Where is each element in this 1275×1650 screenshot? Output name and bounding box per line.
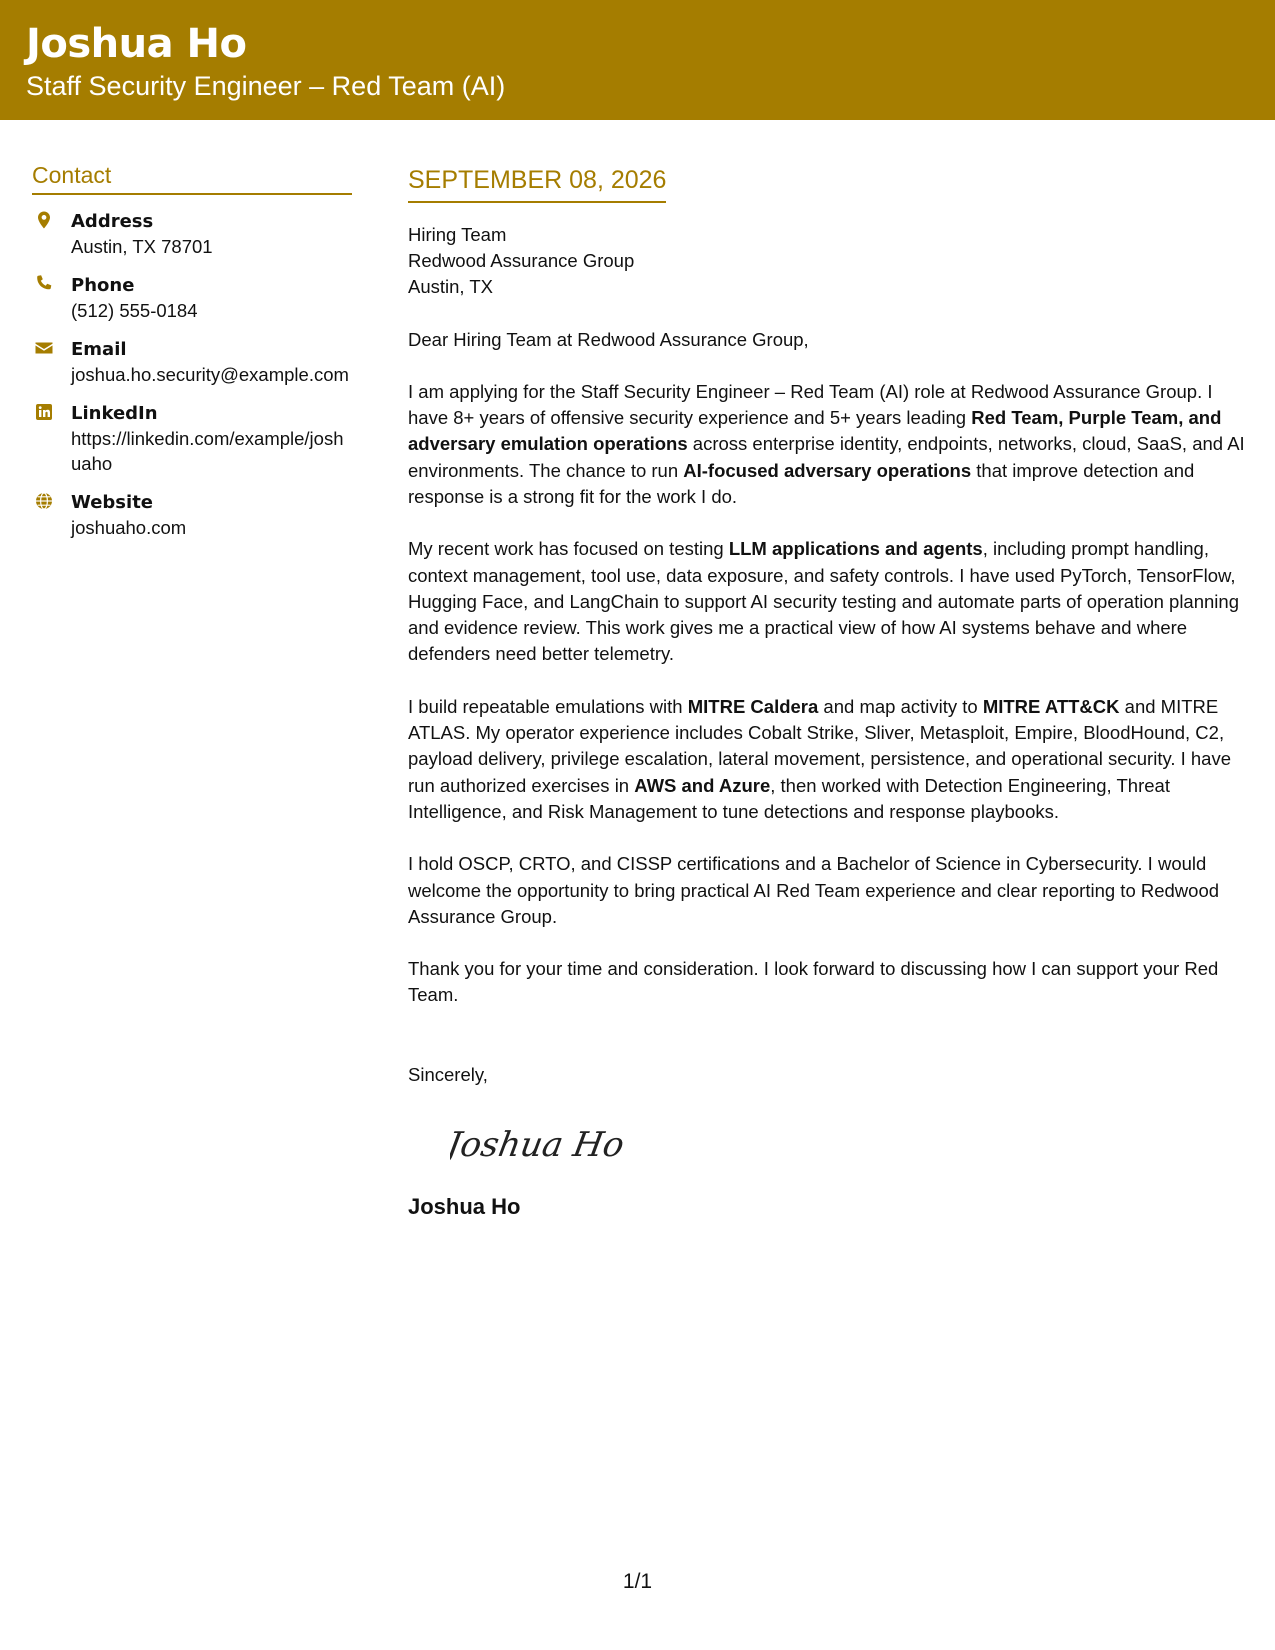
phone-value[interactable]: (512) 555-0184 [71, 300, 198, 321]
recipient-line: Austin, TX [408, 275, 494, 297]
letter-paragraph [408, 536, 1248, 667]
paragraph-text: , then worked with Detection Engineering, Threat Intelligence, and Risk Management to tune detections and response playbooks. [408, 774, 1170, 822]
emphasis-text: Red Team, Purple Team, and adversary emulation operations [408, 407, 1222, 455]
website-link[interactable]: joshuaho.com [71, 517, 187, 538]
contact-label: Address [71, 211, 154, 232]
emphasis-text: AI-focused adversary operations [683, 459, 972, 481]
paragraph-text: and map activity to [818, 695, 983, 717]
handwritten-signature [450, 1118, 1248, 1170]
contact-item-address [32, 209, 352, 259]
paragraph-text: Thank you for your time and consideration. I look forward to discussing how I can support your Red Team. [408, 958, 1219, 1006]
letter-date: SEPTEMBER 08, 2026 [408, 164, 666, 203]
emphasis-text: MITRE Caldera [687, 695, 819, 717]
phone-icon [34, 274, 54, 294]
emphasis-text: AWS and Azure [634, 774, 771, 796]
salutation: Dear Hiring Team at Redwood Assurance Group, [408, 328, 809, 350]
applicant-role: Staff Security Engineer – Red Team (AI) [26, 71, 506, 101]
paragraph-text: I hold OSCP, CRTO, and CISSP certifications and a Bachelor of Science in Cybersecurity. I would welcome the opportunity to bring practical AI Red Team experience and clear reporting to Redwood Assurance Group. [408, 853, 1220, 927]
applicant-name: Joshua Ho [26, 21, 247, 67]
envelope-icon [34, 338, 54, 358]
paragraph-text: I build repeatable emulations with [408, 695, 688, 717]
recipient-line: Redwood Assurance Group [408, 249, 635, 271]
header-banner [0, 0, 1275, 120]
email-link[interactable]: joshua.ho.security@example.com [71, 364, 349, 385]
page-number: 1/1 [622, 1570, 653, 1593]
contact-item-phone [32, 273, 352, 323]
signer-name: Joshua Ho [408, 1194, 521, 1220]
recipient-line: Hiring Team [408, 223, 507, 245]
paragraph-text: that improve detection and response is a strong fit for the work I do. [408, 459, 1195, 507]
contact-sidebar [32, 162, 352, 554]
contact-label: Phone [71, 275, 135, 296]
letter-paragraph [408, 694, 1248, 825]
paragraph-text: My recent work has focused on testing [408, 538, 729, 560]
address-value: Austin, TX 78701 [71, 236, 213, 257]
contact-item-email [32, 337, 352, 387]
paragraph-text: across enterprise identity, endpoints, networks, cloud, SaaS, and AI environments. The chance to run [408, 433, 1245, 481]
letter-paragraph [408, 956, 1248, 1009]
contact-item-website [32, 490, 352, 540]
map-pin-icon [34, 210, 54, 230]
paragraph-text: and MITRE ATLAS. My operator experience includes Cobalt Strike, Sliver, Metasploit, Empire, BloodHound, C2, payload delivery, privilege escalation, lateral movement, persistence, and operational security. I have run authorized exercises in [408, 695, 1232, 796]
contact-label: Email [71, 339, 127, 360]
paragraph-text: , including prompt handling, context management, tool use, data exposure, and safety controls. I have used PyTorch, TensorFlow, Hugging Face, and LangChain to support AI security testing and automate parts of operation planning and evidence review. This work gives me a practical view of how AI systems behave and where defenders need better telemetry. [408, 538, 1239, 665]
letter-body [408, 164, 1248, 1220]
emphasis-text: MITRE ATT&CK [982, 695, 1120, 717]
globe-icon [34, 491, 54, 511]
contact-label: Website [71, 492, 154, 513]
letter-paragraph [408, 851, 1248, 930]
closing: Sincerely, [408, 1063, 488, 1085]
letter-paragraph [408, 379, 1248, 510]
signature-text: Joshua Ho [450, 1125, 628, 1165]
contact-heading: Contact [32, 162, 352, 195]
emphasis-text: LLM applications and agents [728, 538, 983, 560]
linkedin-icon [34, 402, 54, 422]
contact-label: LinkedIn [71, 403, 158, 424]
linkedin-link[interactable]: https://linkedin.com/example/joshuaho [71, 428, 344, 474]
recipient-block [408, 222, 1248, 300]
paragraph-text: I am applying for the Staff Security Engineer – Red Team (AI) role at Redwood Assurance Group. I have 8+ years of offensive security experience and 5+ years leading [408, 380, 1213, 429]
contact-item-linkedin [32, 401, 352, 476]
